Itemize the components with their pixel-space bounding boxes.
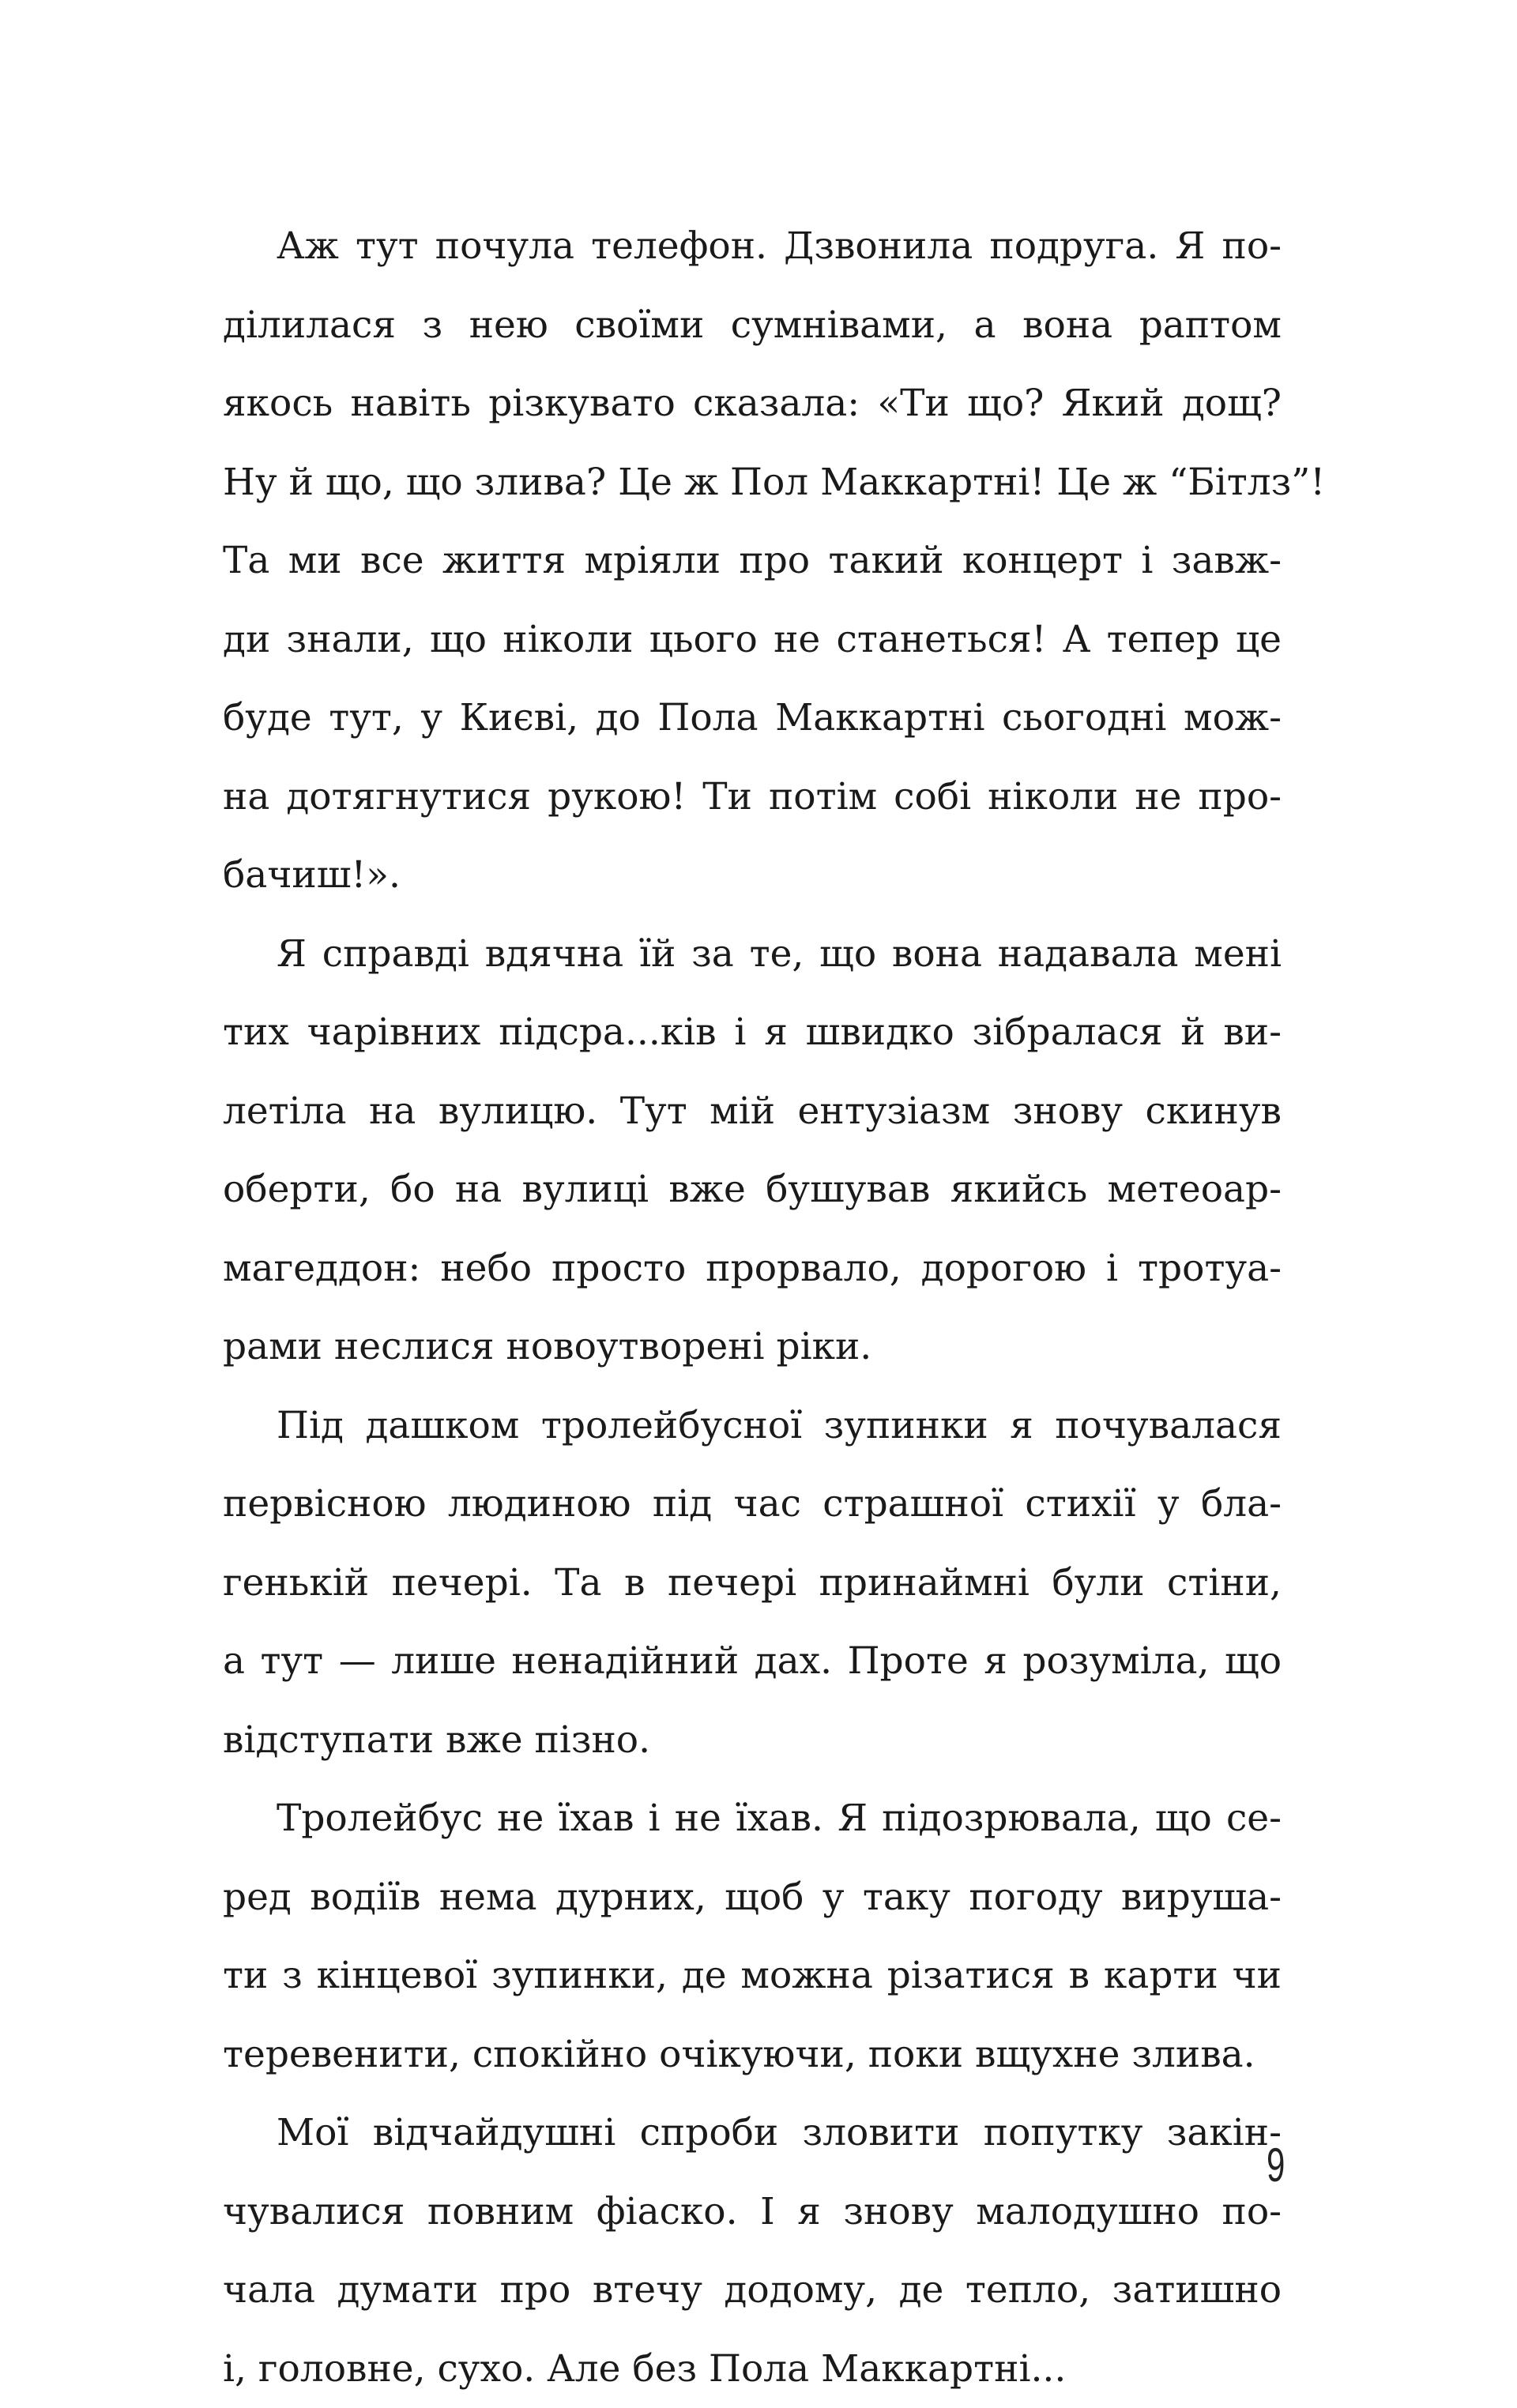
text-line: ти з кінцевої зупинки, де можна різатися в карти чи xyxy=(223,1936,1282,2015)
paragraph xyxy=(223,1779,1282,2094)
text-line: відступати вже пізно. xyxy=(223,1701,1282,1780)
text-line: Аж тут почула телефон. Дзвонила подруга. Я по- xyxy=(223,207,1282,286)
body-text xyxy=(223,207,1282,2408)
text-line: рами неслися новоутворені ріки. xyxy=(223,1307,1282,1386)
text-line: Ну й що, що злива? Це ж Пол Маккартні! Це ж “Бітлз”! xyxy=(223,443,1282,522)
text-line: чала думати про втечу додому, де тепло, затишно xyxy=(223,2251,1282,2330)
text-line: Під дашком тролейбусної зупинки я почувалася xyxy=(223,1386,1282,1465)
text-line: ред водіїв нема дурних, щоб у таку погоду вируша- xyxy=(223,1858,1282,1937)
paragraph xyxy=(223,207,1282,915)
page-number: 9 xyxy=(1267,2138,1283,2193)
text-line: теревенити, спокійно очікуючи, поки вщухне злива. xyxy=(223,2015,1282,2094)
text-line: буде тут, у Києві, до Пола Маккартні сьогодні мож- xyxy=(223,679,1282,758)
text-line: Я справді вдячна їй за те, що вона надавала мені xyxy=(223,915,1282,994)
text-line: первісною людиною під час страшної стихії у бла- xyxy=(223,1465,1282,1544)
text-line: магеддон: небо просто прорвало, дорогою і тротуа- xyxy=(223,1229,1282,1308)
text-line: бачиш!». xyxy=(223,836,1282,915)
text-line: і, головне, сухо. Але без Пола Маккартні... xyxy=(223,2330,1282,2408)
text-line: якось навіть різкувато сказала: «Ти що? Який дощ? xyxy=(223,364,1282,443)
paragraph xyxy=(223,2094,1282,2408)
text-line: генькій печері. Та в печері принаймні були стіни, xyxy=(223,1544,1282,1623)
text-line: оберти, бо на вулиці вже бушував якийсь метеоар- xyxy=(223,1150,1282,1229)
text-line: ди знали, що ніколи цього не станеться! А тепер це xyxy=(223,600,1282,679)
text-line: летіла на вулицю. Тут мій ентузіазм знову скинув xyxy=(223,1072,1282,1151)
text-line: ділилася з нею своїми сумнівами, а вона раптом xyxy=(223,286,1282,365)
text-line: Та ми все життя мріяли про такий концерт і завж- xyxy=(223,521,1282,600)
text-line: тих чарівних підсра...ків і я швидко зібралася й ви- xyxy=(223,993,1282,1072)
paragraph xyxy=(223,1386,1282,1780)
text-line: Тролейбус не їхав і не їхав. Я підозрювала, що се- xyxy=(223,1779,1282,1858)
text-line: Мої відчайдушні спроби зловити попутку закін- xyxy=(223,2094,1282,2173)
text-line: на дотягнутися рукою! Ти потім собі ніколи не про- xyxy=(223,758,1282,837)
text-line: чувалися повним фіаско. І я знову малодушно по- xyxy=(223,2173,1282,2252)
paragraph xyxy=(223,915,1282,1386)
text-line: а тут — лише ненадійний дах. Проте я розуміла, що xyxy=(223,1622,1282,1701)
